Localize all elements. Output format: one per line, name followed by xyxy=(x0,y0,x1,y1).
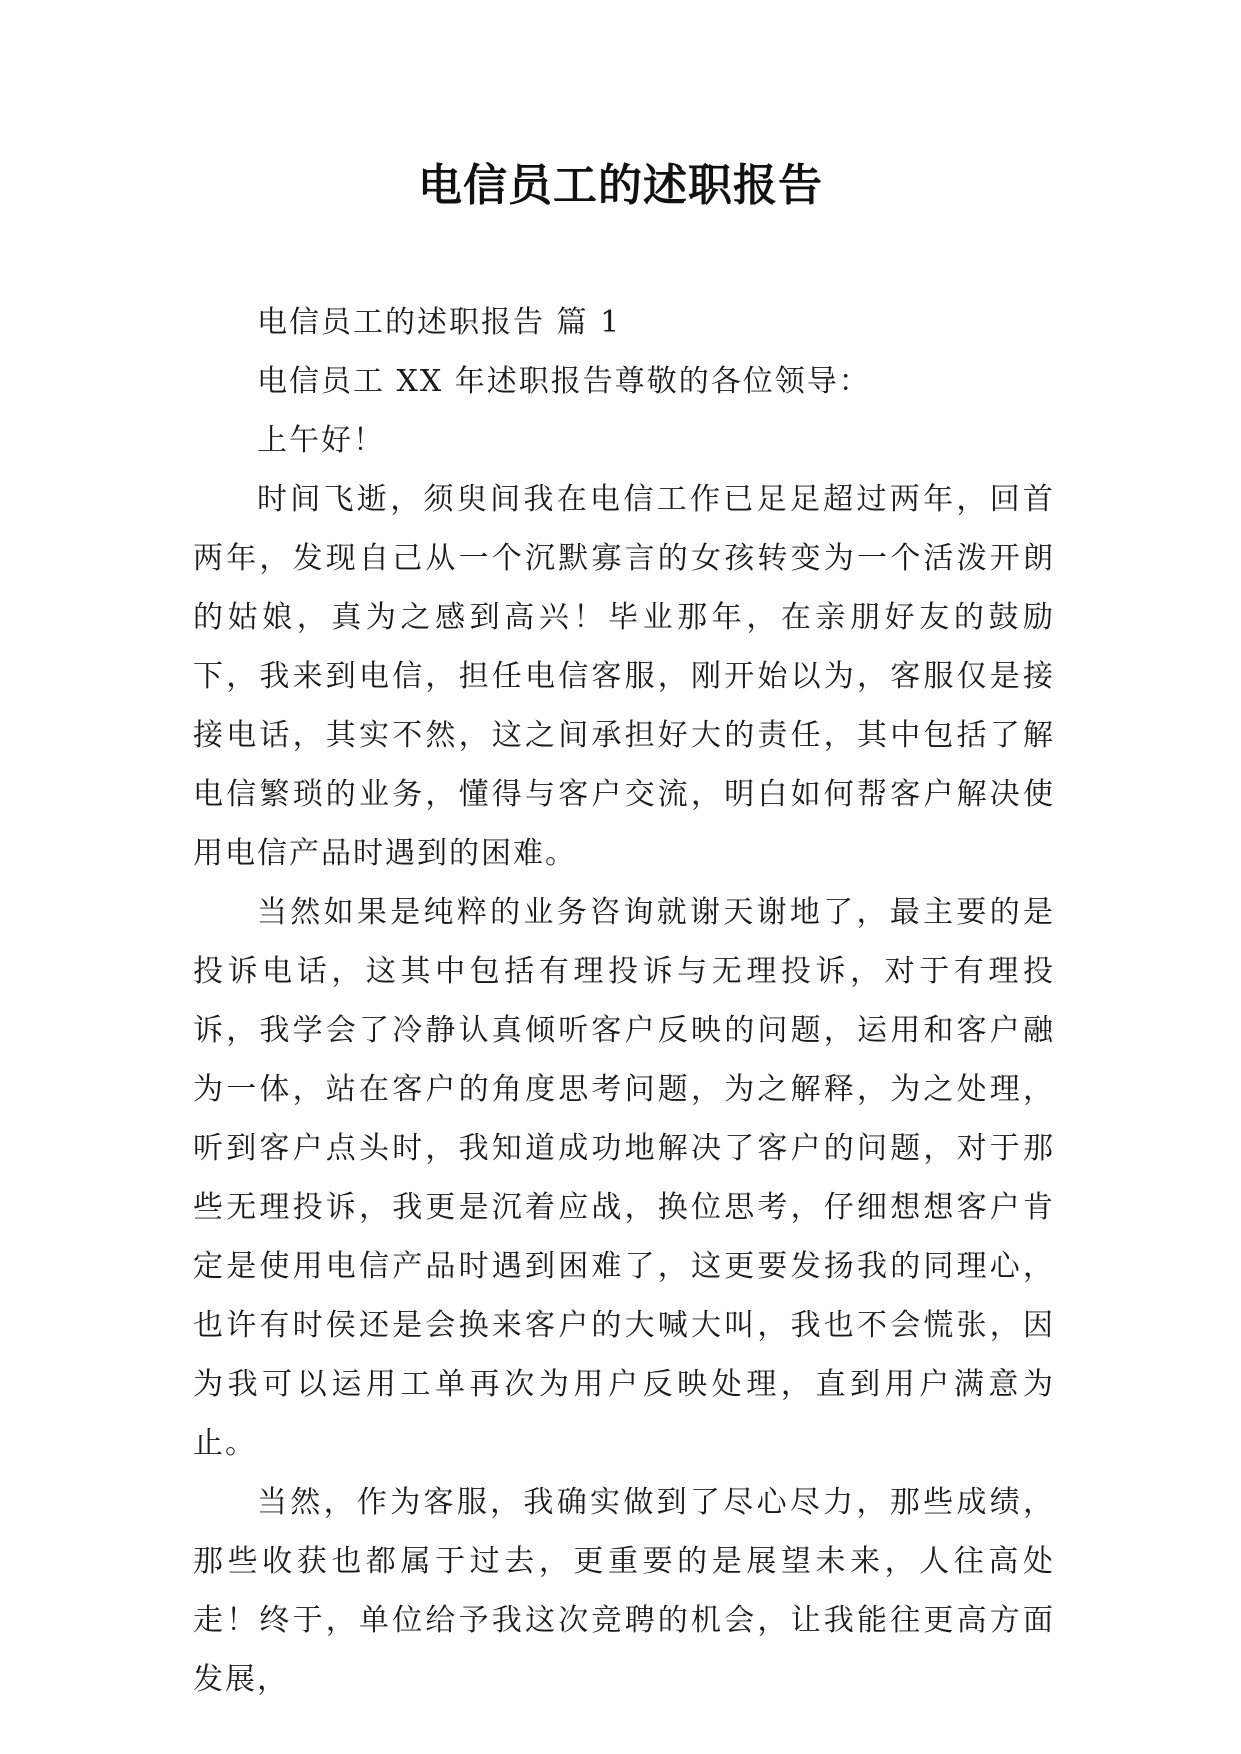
greeting-line: 上午好！ xyxy=(257,423,385,458)
section-heading: 电信员工的述职报告 篇 1 xyxy=(257,305,622,340)
body-paragraph: 当然，作为客服，我确实做到了尽心尽力，那些成绩，那些收获也都属于过去，更重要的是展望未来，人往高处走！终于，单位给予我这次竞聘的机会，让我能往更高方面发展， xyxy=(193,1485,1055,1697)
body-paragraph: 当然如果是纯粹的业务咨询就谢天谢地了，最主要的是投诉电话，这其中包括有理投诉与无理投诉，对于有理投诉，我学会了冷静认真倾听客户反映的问题，运用和客户融为一体，站在客户的角度思考问题，为之解释，为之处理，听到客户点头时，我知道成功地解决了客户的问题，对于那些无理投诉，我更是沉着应战，换位思考，仔细想想客户肯定是使用电信产品时遇到困难了，这更要发扬我的同理心，也许有时侯还是会换来客户的大喊大叫，我也不会慌张，因为我可以运用工单再次为用户反映处理，直到用户满意为止。 xyxy=(193,895,1055,1461)
document-body xyxy=(193,293,1055,1709)
body-paragraph: 时间飞逝，须臾间我在电信工作已足足超过两年，回首两年，发现自己从一个沉默寡言的女孩转变为一个活泼开朗的姑娘，真为之感到高兴！毕业那年，在亲朋好友的鼓励下，我来到电信，担任电信客服，刚开始以为，客服仅是接接电话，其实不然，这之间承担好大的责任，其中包括了解电信繁琐的业务，懂得与客户交流，明白如何帮客户解决使用电信产品时遇到的困难。 xyxy=(193,482,1055,871)
salutation-line: 电信员工 XX 年述职报告尊敬的各位领导： xyxy=(257,364,871,399)
document-title: 电信员工的述职报告 xyxy=(418,160,823,211)
